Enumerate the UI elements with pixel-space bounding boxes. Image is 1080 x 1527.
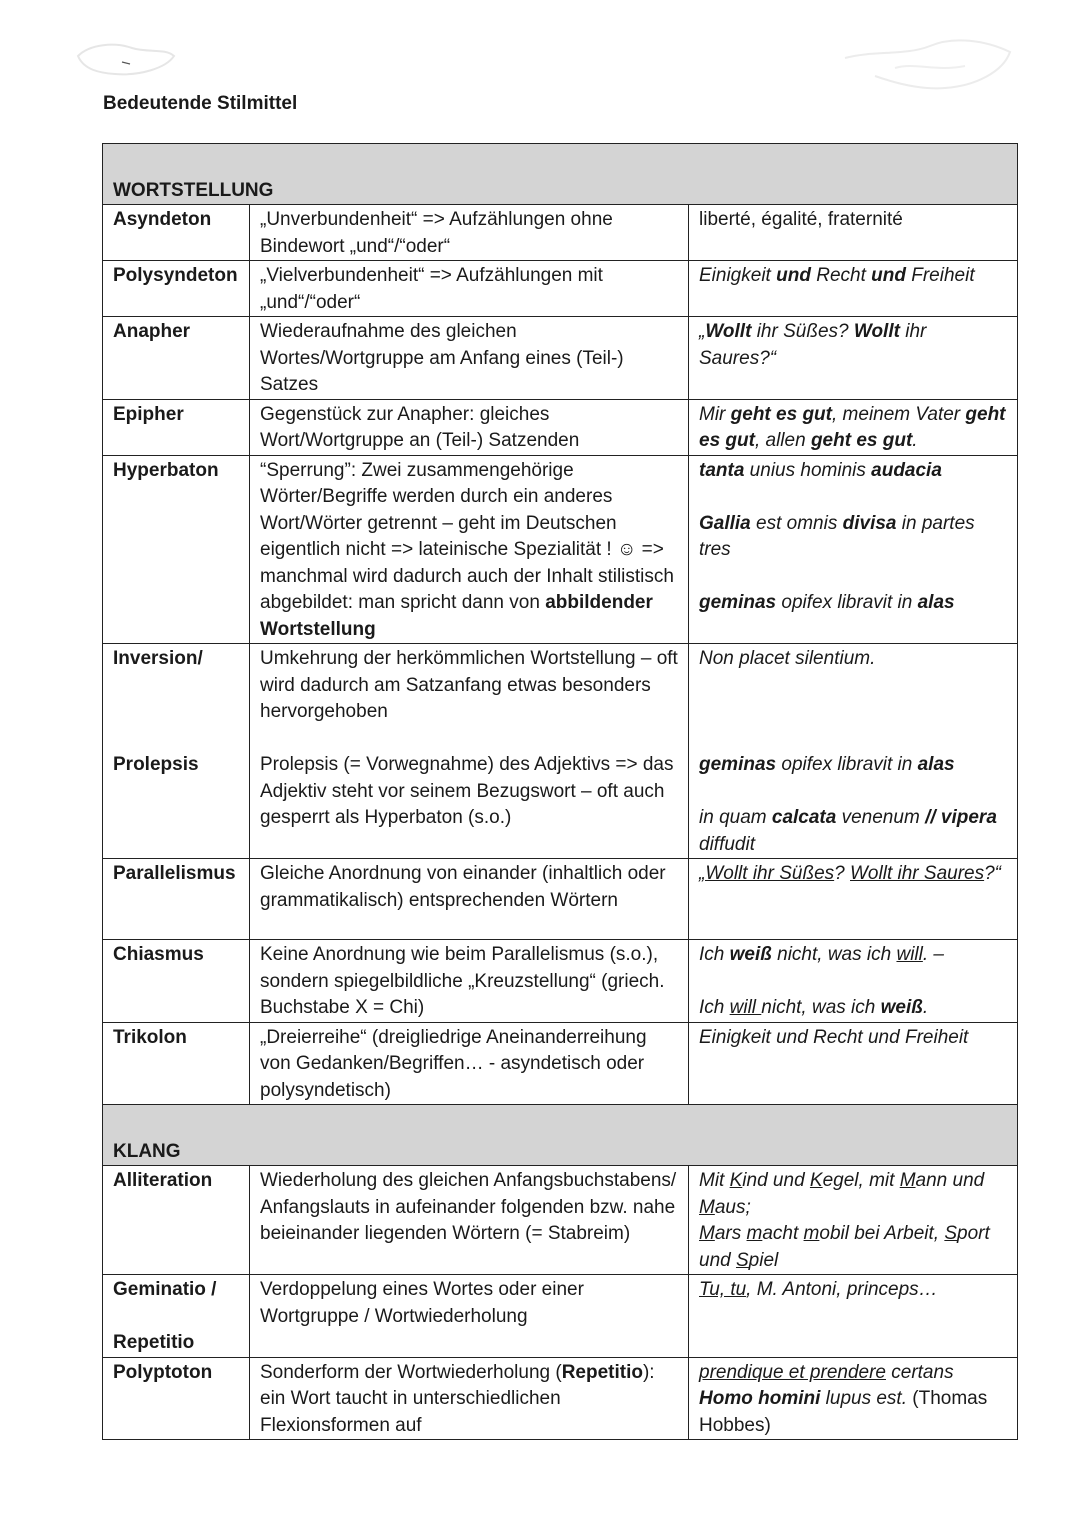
definition-cell: Wiederaufnahme des gleichen Wortes/Wortgruppe am Anfang eines (Teil-) Satzes [250, 317, 689, 400]
example-cell: liberté, égalité, fraternité [689, 205, 1018, 261]
example-cell: Tu, tu, M. Antoni, princeps… [689, 1275, 1018, 1358]
table-row [103, 455, 1018, 644]
definition-cell: Wiederholung des gleichen Anfangsbuchstabens/ Anfangslauts in aufeinander folgenden bzw. nahe beieinander liegenden Wörtern (= Stabreim) [250, 1166, 689, 1275]
term-cell: Asyndeton [103, 205, 250, 261]
term-cell: Anapher [103, 317, 250, 400]
term-cell: Trikolon [103, 1022, 250, 1105]
definition-cell: Gegenstück zur Anapher: gleiches Wort/Wortgruppe an (Teil-) Satzenden [250, 399, 689, 455]
section-title: WORTSTELLUNG [103, 144, 1018, 205]
example-cell [689, 940, 1018, 1023]
example-line: in quam calcata venenum // vipera diffudit [699, 807, 997, 855]
example-line: Ich will nicht, was ich weiß. [699, 997, 929, 1018]
term-cell: Chiasmus [103, 940, 250, 1023]
term-label: Repetitio [113, 1332, 195, 1353]
term-cell: Hyperbaton [103, 455, 250, 644]
table-row [103, 1275, 1018, 1358]
example-cell: Mir geht es gut, meinem Vater geht es gut, allen geht es gut. [689, 399, 1018, 455]
table-row [103, 1166, 1018, 1275]
term-cell: Polyptoton [103, 1357, 250, 1440]
definition-cell: „Vielverbundenheit“ => Aufzählungen mit „und“/“oder“ [250, 261, 689, 317]
section-title: KLANG [103, 1105, 1018, 1166]
table-row [103, 940, 1018, 1023]
table-row [103, 1022, 1018, 1105]
stilmittel-table [102, 143, 1018, 1440]
table-row [103, 644, 1018, 859]
table-row [103, 859, 1018, 940]
table-row [103, 261, 1018, 317]
table-row [103, 205, 1018, 261]
table-row [103, 1357, 1018, 1440]
section-header-wortstellung [103, 144, 1018, 205]
example-cell: Einigkeit und Recht und Freiheit [689, 261, 1018, 317]
section-header-klang [103, 1105, 1018, 1166]
definition-cell: Gleiche Anordnung von einander (inhaltlich oder grammatikalisch) entsprechenden Wörtern [250, 859, 689, 940]
example-line: geminas opifex libravit in alas [699, 754, 955, 775]
example-cell: „Wollt ihr Süßes? Wollt ihr Saures?“ [689, 859, 1018, 940]
example-cell: „Wollt ihr Süßes? Wollt ihr Saures?“ [689, 317, 1018, 400]
term-cell: Alliteration [103, 1166, 250, 1275]
example-line: Ich weiß nicht, was ich will. – [699, 944, 944, 965]
definition-cell: “Sperrung”: Zwei zusammengehörige Wörter/Begriffe werden durch ein anderes Wort/Wörter getrennt – geht im Deutschen eigentlich nicht => lateinische Spezialität ! ☺ => manchmal wird dadurch auch der Inhalt stilistisch abgebildet: man spricht dann von abbildender Wortstellung [250, 455, 689, 644]
definition-cell: Verdoppelung eines Wortes oder einer Wortgruppe / Wortwiederholung [250, 1275, 689, 1358]
definition-cell: „Dreierreihe“ (dreigliedrige Aneinanderreihung von Gedanken/Begriffen… - asyndetisch oder polysyndetisch) [250, 1022, 689, 1105]
example-line: Gallia est omnis divisa in partes tres [699, 512, 975, 560]
example-line: tanta unius hominis audacia [699, 459, 942, 481]
table-row [103, 317, 1018, 400]
definition-cell: „Unverbundenheit“ => Aufzählungen ohne Bindewort „und“/“oder“ [250, 205, 689, 261]
term-label: Prolepsis [113, 754, 199, 775]
example-cell [689, 455, 1018, 644]
definition-cell: Sonderform der Wortwiederholung (Repetitio): ein Wort taucht in unterschiedlichen Flexionsformen auf [250, 1357, 689, 1440]
example-cell: prendique et prendere certans Homo homini lupus est. (Thomas Hobbes) [689, 1357, 1018, 1440]
definition-cell: Umkehrung der herkömmlichen Wortstellung – oft wird dadurch am Satzanfang etwas besonders hervorgehoben Prolepsis (= Vorwegnahme) des Adjektivs => das Adjektiv steht vor seinem Bezugswort – oft auch gesperrt als Hyperbaton (s.o.) [250, 644, 689, 859]
example-cell: Einigkeit und Recht und Freiheit [689, 1022, 1018, 1105]
term-cell [103, 1275, 250, 1358]
term-cell: Parallelismus [103, 859, 250, 940]
example-line: geminas opifex libravit in alas [699, 592, 955, 613]
term-cell: Polysyndeton [103, 261, 250, 317]
example-cell: Mit Kind und Kegel, mit Mann und Maus; Mars macht mobil bei Arbeit, Sport und Spiel [689, 1166, 1018, 1275]
example-cell: Non placet silentium. geminas opifex libravit in alas in quam calcata venenum // vipera diffudit [689, 644, 1018, 859]
definition-cell: Keine Anordnung wie beim Parallelismus (s.o.), sondern spiegelbildliche „Kreuzstellung“ (griech. Buchstabe X = Chi) [250, 940, 689, 1023]
page-title: Bedeutende Stilmittel [103, 93, 298, 114]
term-cell [103, 644, 250, 859]
term-label: Geminatio / [113, 1279, 217, 1300]
table-row [103, 399, 1018, 455]
scribble-right [835, 28, 1025, 98]
term-cell: Epipher [103, 399, 250, 455]
term-label: Inversion/ [113, 648, 203, 669]
scribble-left [70, 38, 180, 83]
